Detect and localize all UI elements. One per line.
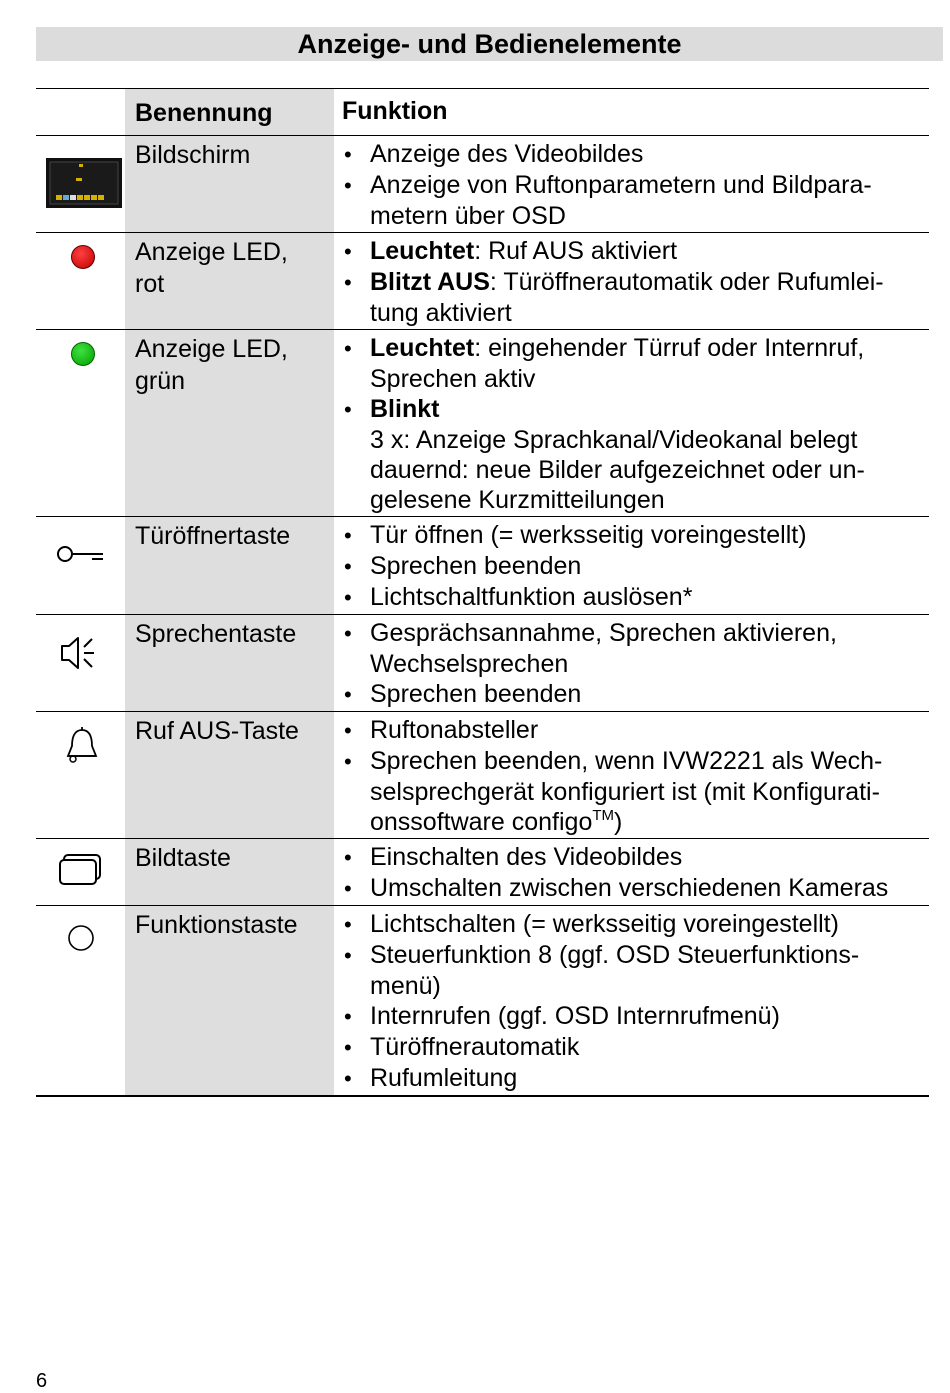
function-line xyxy=(370,649,929,679)
image-key-icon xyxy=(58,853,102,892)
function-text: onssoftware configo xyxy=(370,808,593,836)
function-line xyxy=(370,1001,929,1032)
function-text: : eingehender Türruf oder Internruf, xyxy=(474,334,865,362)
function-circle-icon xyxy=(65,922,97,959)
function-line xyxy=(370,971,929,1001)
function-line xyxy=(370,777,929,807)
function-text: Ruftonabsteller xyxy=(370,716,539,744)
function-cell xyxy=(334,136,929,232)
function-keyword: Blinkt xyxy=(370,395,440,423)
function-line xyxy=(370,582,929,613)
table-row xyxy=(36,516,929,614)
element-name xyxy=(125,839,334,905)
red-led-icon xyxy=(71,245,95,269)
function-text: Lichtschaltfunktion auslösen* xyxy=(370,583,693,611)
function-text: gelesene Kurzmitteilungen xyxy=(370,486,665,514)
function-line xyxy=(370,201,929,231)
function-text: 3 x: Anzeige Sprachkanal/Videokanal belegt xyxy=(370,426,858,454)
element-name-line: Sprechentaste xyxy=(135,620,297,648)
function-cell xyxy=(334,233,929,329)
function-line xyxy=(370,520,929,551)
bullet-dot-icon: • xyxy=(344,173,352,198)
bullet-dot-icon: • xyxy=(344,270,352,295)
function-text: Lichtschalten (= werksseitig voreingestellt) xyxy=(370,910,839,938)
row-icon-cell xyxy=(36,906,125,1095)
row-icon-cell xyxy=(36,517,125,614)
row-icon-cell xyxy=(36,712,125,838)
function-keyword: Leuchtet xyxy=(370,237,475,265)
table-row xyxy=(36,614,929,711)
function-line xyxy=(370,679,929,710)
function-line xyxy=(370,1063,929,1094)
function-bullet xyxy=(334,873,929,904)
header-function: Funktion xyxy=(334,89,929,135)
bell-off-icon xyxy=(64,726,100,771)
element-name-line: Anzeige LED, xyxy=(135,335,288,363)
bullet-dot-icon: • xyxy=(344,682,352,707)
bullet-dot-icon: • xyxy=(344,718,352,743)
monitor-screen-icon xyxy=(46,158,122,213)
function-bullet xyxy=(334,715,929,746)
bullet-dot-icon: • xyxy=(344,876,352,901)
function-line xyxy=(370,551,929,582)
function-cell xyxy=(334,615,929,711)
bullet-dot-icon: • xyxy=(344,336,352,361)
function-bullet xyxy=(334,746,929,837)
function-text: Steuerfunktion 8 (ggf. OSD Steuerfunktions- xyxy=(370,941,860,969)
table-header-row xyxy=(36,89,929,135)
bullet-dot-icon: • xyxy=(344,943,352,968)
function-text: Türöffnerautomatik xyxy=(370,1033,580,1061)
element-name xyxy=(125,517,334,614)
function-text: dauernd: neue Bilder aufgezeichnet oder un- xyxy=(370,456,865,484)
function-bullet xyxy=(334,618,929,679)
function-bullet xyxy=(334,333,929,394)
function-text: Sprechen beenden xyxy=(370,552,582,580)
element-name xyxy=(125,712,334,838)
function-text: Anzeige des Videobildes xyxy=(370,140,644,168)
function-cell xyxy=(334,712,929,838)
function-text: Wechselsprechen xyxy=(370,650,569,678)
function-cell xyxy=(334,517,929,614)
green-led-icon xyxy=(71,342,95,366)
function-line xyxy=(370,425,929,455)
bullet-dot-icon: • xyxy=(344,621,352,646)
function-line xyxy=(370,170,929,201)
function-text: : Türöffnerautomatik oder Rufumlei- xyxy=(489,268,884,296)
bullet-dot-icon: • xyxy=(344,142,352,167)
function-bullet xyxy=(334,1063,929,1094)
bullet-dot-icon: • xyxy=(344,523,352,548)
function-line xyxy=(370,455,929,485)
function-bullet xyxy=(334,520,929,551)
function-text: Internrufen (ggf. OSD Internrufmenü) xyxy=(370,1002,780,1030)
function-text: Gesprächsannahme, Sprechen aktivieren, xyxy=(370,619,837,647)
function-text: Tür öffnen (= werksseitig voreingestellt) xyxy=(370,521,807,549)
speaker-icon xyxy=(58,633,102,678)
function-line xyxy=(370,618,929,649)
table-row xyxy=(36,838,929,905)
element-name xyxy=(125,615,334,711)
element-name xyxy=(125,330,334,516)
element-name-line: Bildschirm xyxy=(135,141,251,169)
function-line xyxy=(370,236,929,267)
function-keyword: Blitzt AUS xyxy=(370,268,490,296)
function-text: Umschalten zwischen verschiedenen Kameras xyxy=(370,874,889,902)
element-name xyxy=(125,906,334,1095)
bullet-dot-icon: • xyxy=(344,912,352,937)
function-bullet xyxy=(334,940,929,1001)
function-cell xyxy=(334,906,929,1095)
bullet-dot-icon: • xyxy=(344,749,352,774)
table-row xyxy=(36,232,929,329)
key-icon xyxy=(56,542,106,571)
function-text: Rufumleitung xyxy=(370,1064,518,1092)
header-icon-cell xyxy=(36,89,125,135)
function-cell xyxy=(334,839,929,905)
section-title: Anzeige- und Bedienelemente xyxy=(36,27,943,61)
function-line xyxy=(370,909,929,940)
row-icon-cell xyxy=(36,233,125,329)
element-name-line: Ruf AUS-Taste xyxy=(135,717,299,745)
table-body xyxy=(36,135,929,1095)
function-bullet xyxy=(334,1001,929,1032)
row-icon-cell xyxy=(36,615,125,711)
function-line xyxy=(370,267,929,298)
bullet-dot-icon: • xyxy=(344,397,352,422)
function-bullet xyxy=(334,679,929,710)
function-bullet xyxy=(334,170,929,231)
element-name-line: Funktionstaste xyxy=(135,911,298,939)
page-number: 6 xyxy=(36,1370,48,1392)
function-cell xyxy=(334,330,929,516)
bullet-dot-icon: • xyxy=(344,1035,352,1060)
function-text: : Ruf AUS aktiviert xyxy=(474,237,678,265)
table-row xyxy=(36,711,929,838)
function-line xyxy=(370,715,929,746)
function-text: Einschalten des Videobildes xyxy=(370,843,683,871)
function-line xyxy=(370,139,929,170)
bullet-dot-icon: • xyxy=(344,1066,352,1091)
function-keyword: Leuchtet xyxy=(370,334,475,362)
table-row xyxy=(36,905,929,1095)
element-name-line: grün xyxy=(135,367,186,395)
function-bullet xyxy=(334,267,929,328)
row-icon-cell xyxy=(36,839,125,905)
function-text: Sprechen aktiv xyxy=(370,365,536,393)
element-name-line: Bildtaste xyxy=(135,844,231,872)
bullet-dot-icon: • xyxy=(344,845,352,870)
element-name xyxy=(125,136,334,232)
bullet-dot-icon: • xyxy=(344,1004,352,1029)
function-line xyxy=(370,298,929,328)
function-text: metern über OSD xyxy=(370,202,566,230)
function-bullet xyxy=(334,1032,929,1063)
trademark-superscript: TM xyxy=(592,807,615,824)
function-bullet xyxy=(334,909,929,940)
element-name-line: Anzeige LED, xyxy=(135,238,288,266)
function-bullet xyxy=(334,236,929,267)
function-bullet xyxy=(334,394,929,515)
function-bullet xyxy=(334,139,929,170)
function-line xyxy=(370,842,929,873)
bullet-dot-icon: • xyxy=(344,554,352,579)
function-text: tung aktiviert xyxy=(370,299,512,327)
function-line xyxy=(370,746,929,777)
row-icon-cell xyxy=(36,136,125,232)
function-line xyxy=(370,940,929,971)
table-row xyxy=(36,135,929,232)
row-icon-cell xyxy=(36,330,125,516)
function-bullet xyxy=(334,551,929,582)
function-text-tail: ) xyxy=(614,808,623,836)
element-name-line: Türöffnertaste xyxy=(135,522,291,550)
function-line xyxy=(370,394,929,425)
function-text: selsprechgerät konfiguriert ist (mit Konfigurati- xyxy=(370,778,880,806)
function-text: Sprechen beenden xyxy=(370,680,582,708)
element-name-line: rot xyxy=(135,270,165,298)
function-line xyxy=(370,873,929,904)
bullet-dot-icon: • xyxy=(344,585,352,610)
bullet-dot-icon: • xyxy=(344,239,352,264)
function-line xyxy=(370,807,929,837)
function-text: menü) xyxy=(370,972,441,1000)
header-name: Benennung xyxy=(125,89,334,135)
function-bullet xyxy=(334,842,929,873)
element-name xyxy=(125,233,334,329)
function-line xyxy=(370,1032,929,1063)
function-bullet xyxy=(334,582,929,613)
function-text: Anzeige von Ruftonparametern und Bildpara- xyxy=(370,171,872,199)
table-row xyxy=(36,329,929,516)
controls-table xyxy=(36,88,929,1097)
function-text: Sprechen beenden, wenn IVW2221 als Wech- xyxy=(370,747,883,775)
function-line xyxy=(370,485,929,515)
function-line xyxy=(370,333,929,364)
function-line xyxy=(370,364,929,394)
